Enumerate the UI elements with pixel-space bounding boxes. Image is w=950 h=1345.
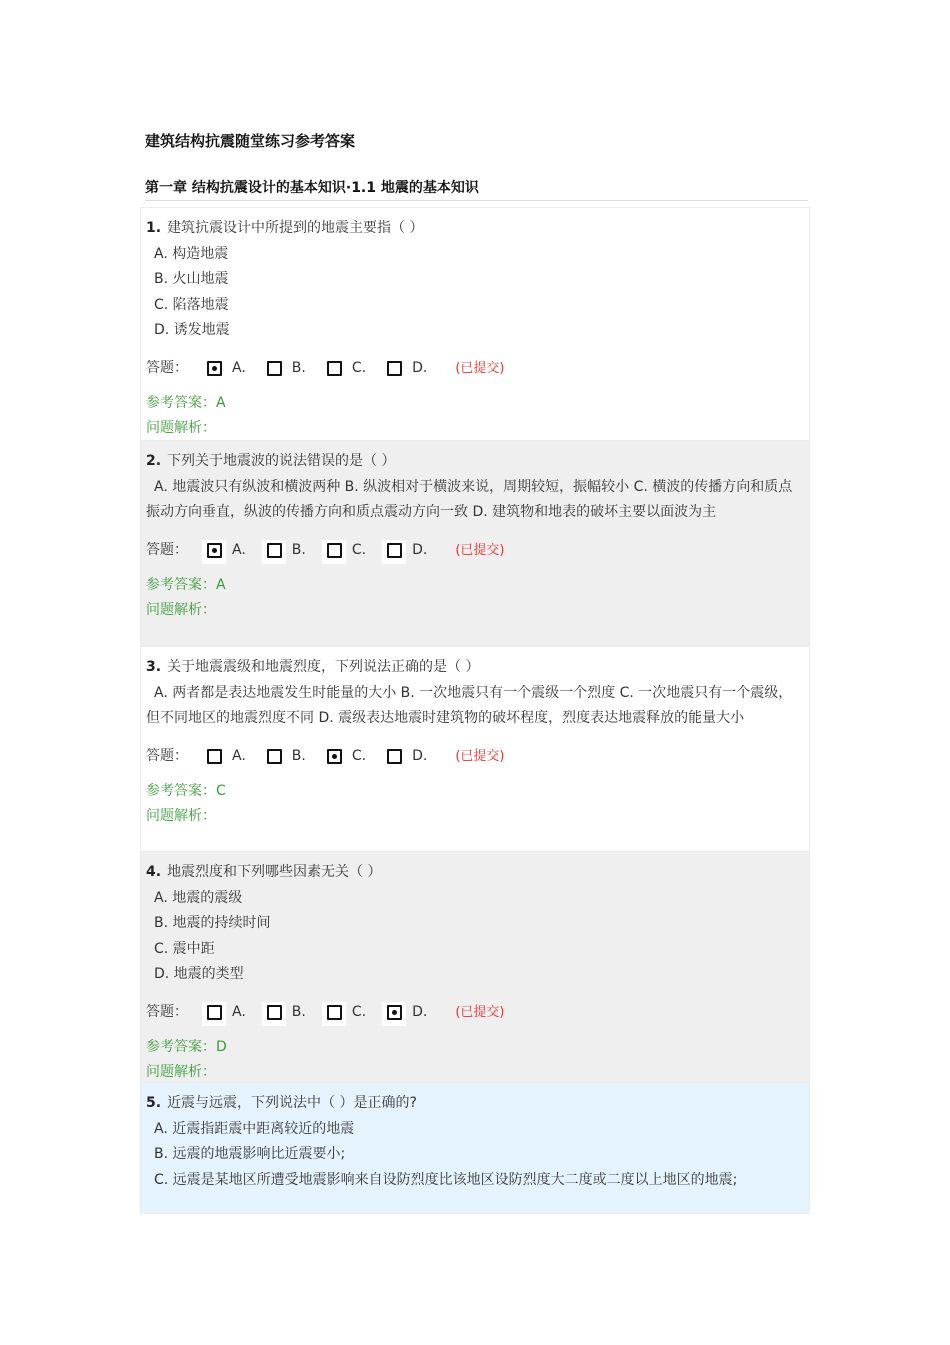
submitted-status: (已提交): [455, 1005, 505, 1020]
radio-c[interactable]: [322, 746, 346, 770]
radio-c[interactable]: [322, 540, 346, 564]
question-3: [140, 646, 810, 852]
reference-answer: 参考答案：A: [146, 576, 226, 593]
answer-label: 答题：: [146, 748, 188, 764]
choice-c-label: C.: [351, 1004, 367, 1020]
question-text: 关于地震震级和地震烈度，下列说法正确的是（ ）: [167, 659, 480, 675]
choice-a-label: A.: [232, 360, 246, 376]
question-1: [140, 207, 810, 441]
question-number: 4.: [146, 864, 162, 880]
option-d: D. 诱发地震: [154, 322, 230, 338]
choice-c-label: C.: [351, 360, 367, 376]
question-number: 3.: [146, 659, 162, 675]
question-number: 2.: [146, 453, 162, 469]
question-2: [140, 441, 810, 646]
reference-answer: 参考答案：D: [146, 1038, 227, 1055]
question-number: 1.: [146, 220, 162, 236]
question-5: [140, 1083, 810, 1214]
radio-a[interactable]: [202, 540, 226, 564]
choice-d-label: D.: [412, 542, 428, 558]
reference-answer: 参考答案：A: [146, 394, 226, 411]
choice-d-label: D.: [412, 360, 428, 376]
reference-answer-value: C: [216, 782, 226, 799]
choice-b-label: B.: [291, 1004, 306, 1020]
answer-row: [146, 530, 803, 564]
question-stem: [146, 216, 803, 242]
document-title: 建筑结构抗震随堂练习参考答案: [145, 132, 356, 150]
radio-b[interactable]: [262, 746, 286, 770]
answer-label: 答题：: [146, 1004, 188, 1020]
question-text: 近震与远震，下列说法中（ ）是正确的?: [167, 1095, 417, 1111]
submitted-status: (已提交): [455, 543, 505, 558]
question-text: 建筑抗震设计中所提到的地震主要指（ ）: [167, 220, 424, 236]
answer-row: [146, 736, 803, 770]
question-4: [140, 852, 810, 1083]
radio-c[interactable]: [322, 1002, 346, 1026]
choice-a-label: A.: [232, 748, 246, 764]
reference-answer-value: A: [216, 394, 226, 411]
option-a: A. 近震指距震中距离较近的地震: [154, 1120, 355, 1137]
submitted-status: (已提交): [455, 749, 505, 764]
option-b: B. 火山地震: [154, 271, 229, 287]
radio-c[interactable]: [322, 358, 346, 382]
analysis-label: 问题解析：: [146, 808, 216, 824]
option-b: B. 地震的持续时间: [154, 915, 271, 931]
choice-d-label: D.: [412, 748, 428, 764]
analysis-label: 问题解析：: [146, 1064, 216, 1080]
radio-b[interactable]: [262, 358, 286, 382]
submitted-status: (已提交): [455, 361, 505, 376]
reference-answer-value: D: [216, 1038, 227, 1055]
choice-d-label: D.: [412, 1004, 428, 1020]
choice-b-label: B.: [291, 748, 306, 764]
radio-b[interactable]: [262, 1002, 286, 1026]
reference-answer-value: A: [216, 576, 226, 593]
answer-label: 答题：: [146, 360, 188, 376]
option-a: A. 构造地震: [154, 245, 229, 262]
choice-a-label: A.: [232, 1004, 246, 1020]
question-text: 下列关于地震波的说法错误的是（ ）: [167, 453, 396, 469]
option-a: A. 地震的震级: [154, 889, 243, 906]
choice-c-label: C.: [351, 748, 367, 764]
chapter-heading: 第一章 结构抗震设计的基本知识·1.1 地震的基本知识: [145, 177, 808, 201]
radio-a[interactable]: [202, 1002, 226, 1026]
radio-a[interactable]: [202, 358, 226, 382]
question-stem: [146, 449, 803, 475]
options-inline: A. 两者都是表达地震发生时能量的大小 B. 一次地震只有一个震级一个烈度 C. 一次地震只有一个震级，但不同地区的地震烈度不同 D. 震级表达地震时建筑物的破坏程度，烈度表达地震释放的能量大小: [146, 684, 793, 726]
radio-d[interactable]: [382, 540, 406, 564]
question-text: 地震烈度和下列哪些因素无关（ ）: [167, 864, 382, 880]
analysis-label: 问题解析：: [146, 602, 216, 618]
question-list: [140, 207, 810, 1214]
choice-a-label: A.: [232, 542, 246, 558]
analysis-label: 问题解析：: [146, 420, 216, 436]
radio-d[interactable]: [382, 358, 406, 382]
question-number: 5.: [146, 1095, 162, 1111]
question-stem: [146, 655, 803, 681]
option-b: B. 远震的地震影响比近震要小;: [154, 1146, 346, 1162]
options-inline: A. 地震波只有纵波和横波两种 B. 纵波相对于横波来说，周期较短，振幅较小 C. 横波的传播方向和质点振动方向垂直，纵波的传播方向和质点震动方向一致 D. 建筑物和地表的破坏主要以面波为主: [146, 478, 793, 520]
choice-c-label: C.: [351, 542, 367, 558]
option-c: C. 远震是某地区所遭受地震影响来自设防烈度比该地区设防烈度大二度或二度以上地区的地震;: [154, 1171, 738, 1188]
radio-b[interactable]: [262, 540, 286, 564]
answer-row: [146, 348, 803, 382]
radio-a[interactable]: [202, 746, 226, 770]
radio-d[interactable]: [382, 1002, 406, 1026]
answer-row: [146, 992, 803, 1026]
option-c: C. 震中距: [154, 940, 215, 957]
radio-d[interactable]: [382, 746, 406, 770]
option-d: D. 地震的类型: [154, 966, 244, 982]
choice-b-label: B.: [291, 542, 306, 558]
choice-b-label: B.: [291, 360, 306, 376]
question-stem: [146, 1091, 803, 1117]
question-stem: [146, 860, 803, 886]
answer-label: 答题：: [146, 542, 188, 558]
option-c: C. 陷落地震: [154, 296, 229, 313]
reference-answer: 参考答案：C: [146, 782, 226, 799]
